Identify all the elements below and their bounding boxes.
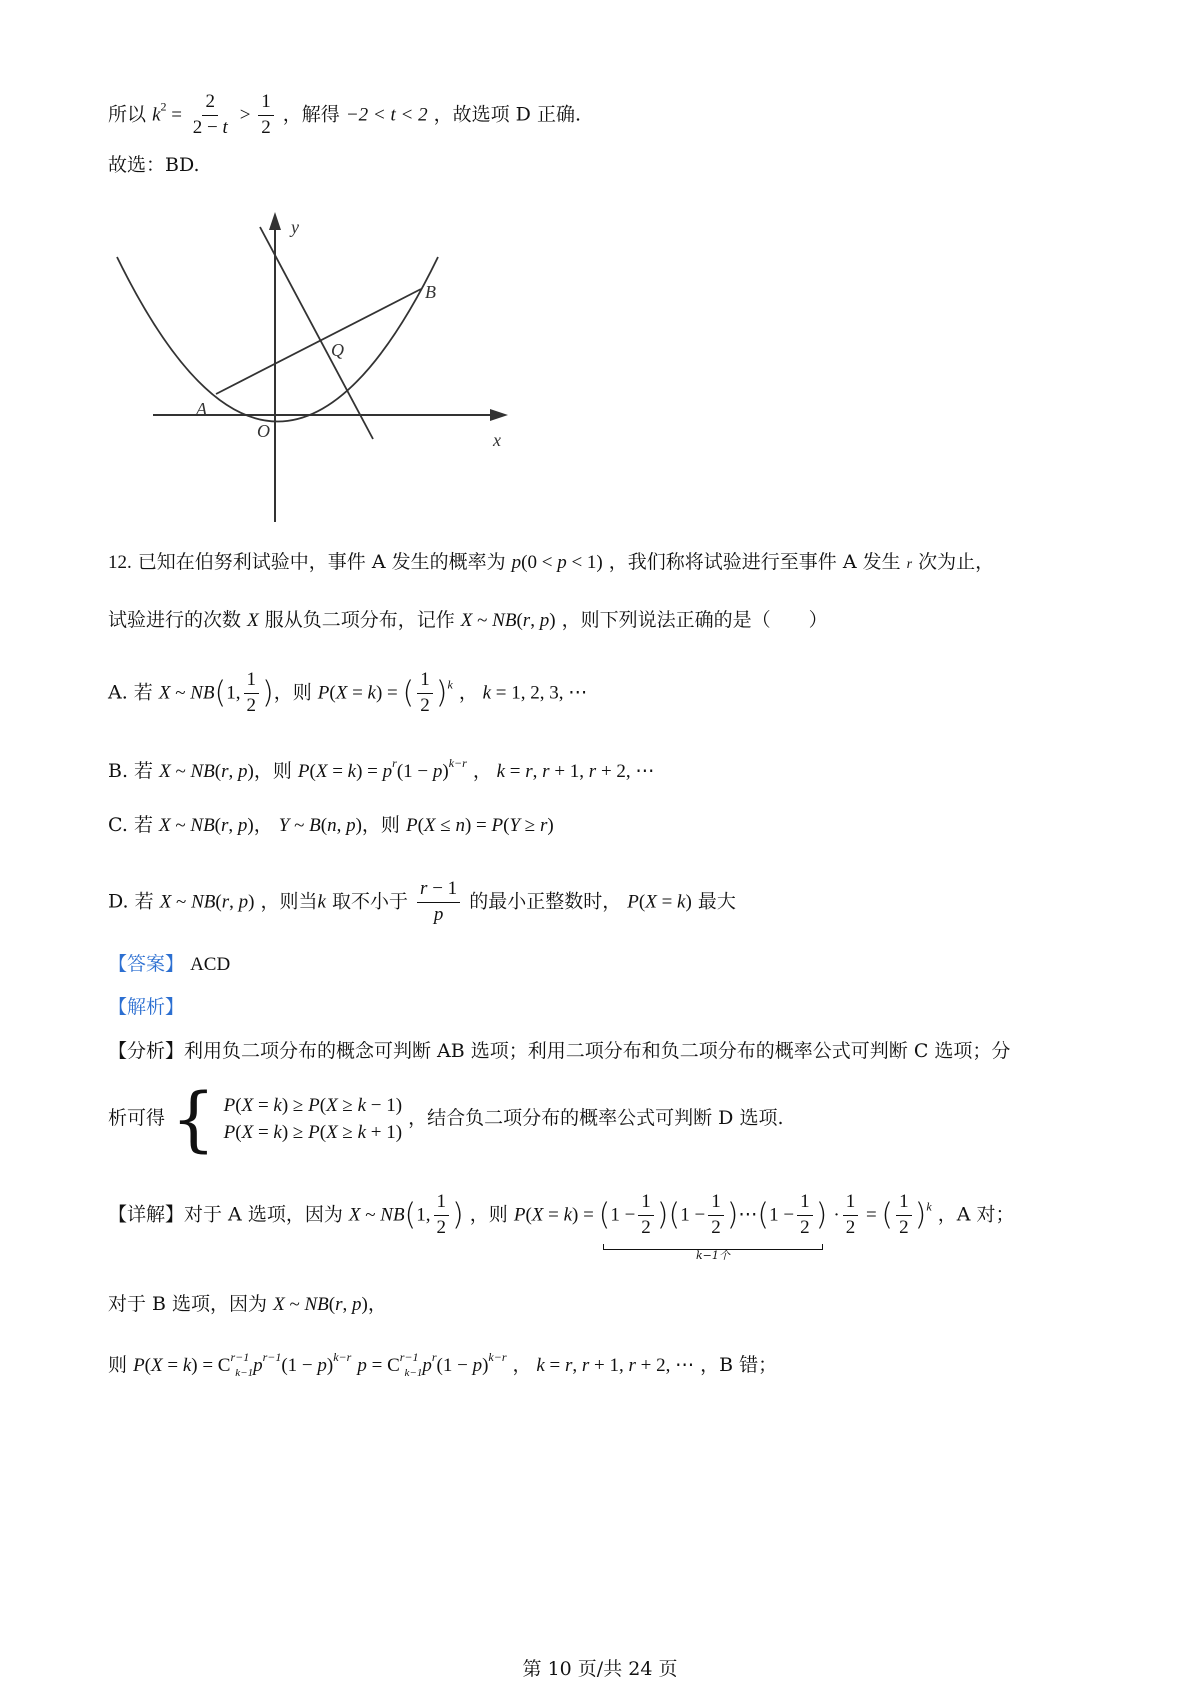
option-b: B. 若 X ~ NB(r, p)，则 $P(X = k) = p^r(1 - p)^{k-r}$ ， k = r, r + 1, r + 2, ⋯	[108, 756, 655, 782]
option-c: C. 若 X ~ NB(r, p)， Y ~ B(n, p)，则 P(X ≤ n) = P(Y ≥ r)	[108, 814, 554, 836]
option-a: A. 若 X ~ NB(1, $\frac{1}{2}$ )，则 P(X = k) = ( $\frac{1}{2}$ )$^k$ ， k = 1, 2, 3, ⋯	[108, 669, 588, 716]
line-through-q	[260, 227, 373, 439]
answer-line: 【答案】 ACD	[108, 953, 231, 975]
line-k-squared: 所以 $k^2$ = $\frac{2}{2 - t}$ > $\frac{1}{2}$ ，解得 −2 < t < 2 ，故选项 D 正确.	[108, 91, 581, 138]
label-o: O	[257, 421, 270, 441]
fenxi-line2: 析可得 { P(X = k) ≥ P(X ≥ k − 1) P(X = k) ≥ P(X ≥ k + 1) ，结合负二项分布的概率公式可判断 D 选项.	[108, 1078, 784, 1160]
fenxi-line1: 【分析】利用负二项分布的概念可判断 AB 选项；利用二项分布和负二项分布的概率公式可判断 C 选项；分	[108, 1040, 1011, 1062]
option-d: D. 若 X ~ NB(r, p) ，则当k 取不小于 $\frac{r - 1}{p}$ 的最小正整数时， P(X = k) 最大	[108, 878, 736, 925]
label-x: x	[493, 430, 501, 450]
label-a: A	[196, 399, 207, 419]
underbrace-note: k−1个	[696, 1249, 730, 1262]
xiangjie-a: 【详解】对于 A 选项，因为 X ~ NB(1, $\frac{1}{2}$ ) ，则 P(X = k) = (1 − $\frac{1}{2}$ )(1 − $\frac{1}{2}$ )⋯(1 − $\frac{1}{2}$ ) k−1个 · $\frac{1}{2}$ = ( $\frac{1}{2}$ )$^k$ ，A 对；	[108, 1191, 1015, 1262]
question-12-stem-line1: 12. 已知在伯努利试验中，事件 A 发生的概率为 p(0 < p < 1) ，我们称将试验进行至事件 A 发生 r 次为止，	[108, 551, 995, 573]
y-axis-arrow	[269, 212, 281, 230]
label-b: B	[425, 282, 436, 302]
xiangjie-b-line1: 对于 B 选项，因为 X ~ NB(r, p)，	[108, 1293, 387, 1315]
parabola-curve	[117, 257, 438, 422]
xiangjie-b-line2: 则 $P(X = k) = C^{r-1}_{k-1}p^{r-1}(1 - p)^{k-r}$ $p = C^{r-1}_{k-1}p^r(1 - p)^{k-r}$ ， k = r, r + 1, r + 2, ⋯ ，B 错；	[108, 1350, 778, 1379]
line-answer-bd: 故选：BD.	[108, 154, 200, 176]
page-footer: 第 10 页/共 24 页	[522, 1658, 678, 1680]
label-q: Q	[331, 340, 344, 360]
question-12-stem-line2: 试验进行的次数 X 服从负二项分布，记作 X ~ NB(r, p) ，则下列说法正确的是（ ）	[108, 609, 828, 631]
parabola-figure	[108, 200, 528, 530]
analysis-label: 【解析】	[108, 996, 185, 1018]
x-axis-arrow	[490, 409, 508, 421]
label-y: y	[291, 217, 299, 237]
